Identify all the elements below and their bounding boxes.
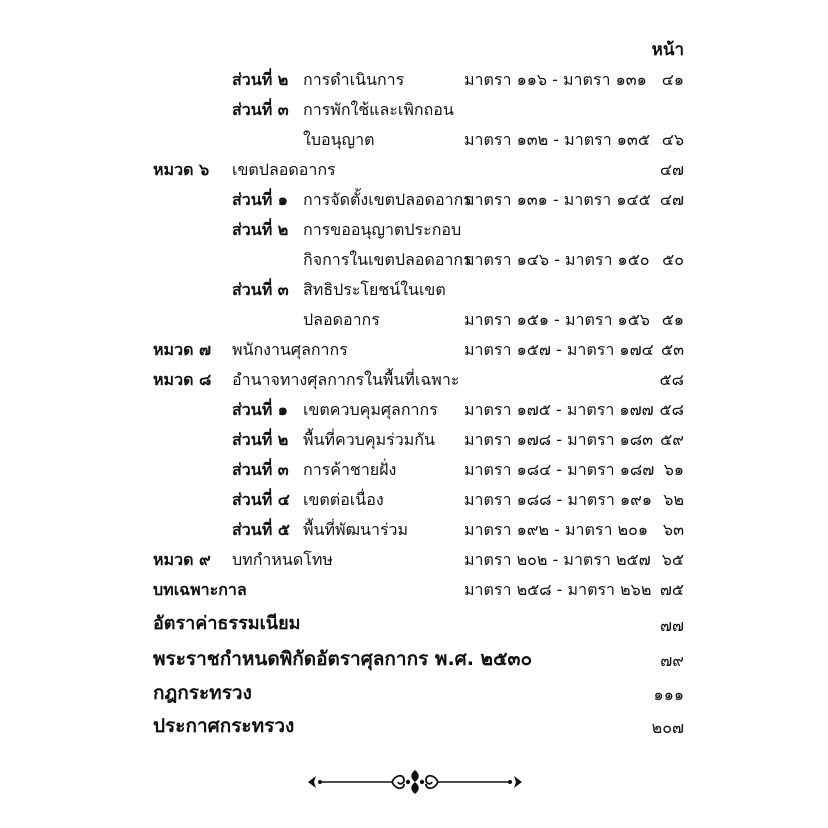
toc-article-range: มาตรา ๑๗๕ - มาตรา ๑๗๗ [464, 400, 654, 419]
toc-title: การค้าชายฝั่ง [303, 460, 397, 479]
toc-page-number: ๒๐๗ [651, 718, 684, 737]
toc-title: เขตปลอดอากร [232, 160, 336, 179]
toc-article-range: มาตรา ๑๔๖ - มาตรา ๑๕๐ [464, 250, 650, 269]
toc-page-number: ๖๒ [663, 490, 684, 509]
toc-title: สิทธิประโยชน์ในเขต [303, 280, 446, 299]
toc-page-number: ๔๗ [659, 190, 684, 209]
toc-title: การจัดตั้งเขตปลอดอากร [303, 190, 472, 209]
toc-page-number: ๗๗ [659, 616, 684, 635]
toc-section-label: ส่วนที่ ๒ [232, 220, 289, 239]
toc-page-number: ๔๑ [661, 70, 684, 89]
toc-article-range: มาตรา ๑๕๑ - มาตรา ๑๕๖ [464, 310, 650, 329]
toc-chapter-label: หมวด ๖ [153, 160, 210, 179]
toc-page-number: ๗๕ [659, 580, 684, 599]
toc-section-label: ส่วนที่ ๔ [232, 490, 290, 509]
toc-section-label: ส่วนที่ ๒ [232, 430, 289, 449]
toc-page-number: ๖๑ [663, 460, 684, 479]
toc-part-label: พระราชกำหนดพิกัดอัตราศุลกากร พ.ศ. ๒๕๓๐ [153, 648, 533, 670]
toc-title: พื้นที่พัฒนาร่วม [303, 520, 409, 539]
toc-article-range: มาตรา ๑๘๘ - มาตรา ๑๙๑ [464, 490, 652, 509]
toc-article-range: มาตรา ๒๕๘ - มาตรา ๒๖๒ [464, 580, 652, 599]
toc-title: อำนาจทางศุลกากรในพื้นที่เฉพาะ [232, 370, 460, 389]
toc-page-number: ๕๓ [660, 340, 684, 359]
toc-section-label: ส่วนที่ ๓ [232, 280, 289, 299]
toc-part-label: อัตราค่าธรรมเนียม [153, 613, 301, 634]
toc-page-number: ๖๕ [661, 550, 684, 569]
toc-page-number: ๕๘ [659, 370, 684, 389]
toc-title: พื้นที่ควบคุมร่วมกัน [303, 430, 435, 449]
toc-title: บทกำหนดโทษ [232, 550, 333, 569]
toc-page-number: ๑๑๑ [653, 685, 684, 704]
toc-title-continued: กิจการในเขตปลอดอากร [303, 250, 472, 269]
toc-page-number: ๔๖ [661, 130, 684, 149]
toc-page-number: ๕๘ [659, 400, 684, 419]
toc-article-range: มาตรา ๑๙๒ - มาตรา ๒๐๑ [464, 520, 649, 539]
page-column-header: หน้า [651, 40, 684, 60]
toc-article-range: มาตรา ๑๓๒ - มาตรา ๑๓๕ [464, 130, 650, 149]
toc-title: การดำเนินการ [303, 70, 405, 89]
toc-section-label: ส่วนที่ ๓ [232, 100, 289, 119]
toc-section-label: ส่วนที่ ๕ [232, 520, 290, 539]
toc-section-label: ส่วนที่ ๑ [232, 400, 288, 419]
toc-part-label: บทเฉพาะกาล [153, 580, 247, 599]
toc-title: เขตควบคุมศุลกากร [303, 400, 438, 419]
toc-article-range: มาตรา ๑๗๘ - มาตรา ๑๘๓ [464, 430, 654, 449]
toc-section-label: ส่วนที่ ๓ [232, 460, 289, 479]
toc-title-continued: ใบอนุญาต [303, 130, 375, 149]
toc-article-range: มาตรา ๑๓๑ - มาตรา ๑๔๕ [464, 190, 651, 209]
toc-section-label: ส่วนที่ ๒ [232, 70, 289, 89]
toc-article-range: มาตรา ๑๑๖ - มาตรา ๑๓๑ [464, 70, 647, 89]
toc-page-number: ๕๑ [661, 310, 684, 329]
toc-title: การพักใช้และเพิกถอน [303, 100, 454, 119]
toc-part-label: ประกาศกระทรวง [153, 715, 295, 737]
toc-title: พนักงานศุลกากร [232, 340, 348, 359]
toc-page-number: ๔๗ [659, 160, 684, 179]
toc-part-label: กฎกระทรวง [153, 682, 252, 704]
toc-chapter-label: หมวด ๙ [153, 550, 211, 569]
toc-page-number: ๕๙ [660, 430, 684, 449]
toc-title: การขออนุญาตประกอบ [303, 220, 462, 239]
toc-article-range: มาตรา ๑๕๗ - มาตรา ๑๗๔ [464, 340, 654, 359]
toc-chapter-label: หมวด ๘ [153, 370, 212, 389]
toc-title-continued: ปลอดอากร [303, 310, 380, 329]
toc-chapter-label: หมวด ๗ [153, 340, 212, 359]
toc-article-range: มาตรา ๒๐๒ - มาตรา ๒๕๗ [464, 550, 651, 569]
scroll-divider-ornament-icon [300, 764, 530, 800]
toc-page-number: ๖๓ [662, 520, 684, 539]
toc-page-number: ๕๐ [662, 250, 684, 269]
toc-page-number: ๗๙ [660, 651, 684, 670]
toc-title: เขตต่อเนื่อง [303, 490, 384, 509]
toc-section-label: ส่วนที่ ๑ [232, 190, 288, 209]
toc-article-range: มาตรา ๑๘๔ - มาตรา ๑๘๗ [464, 460, 655, 479]
